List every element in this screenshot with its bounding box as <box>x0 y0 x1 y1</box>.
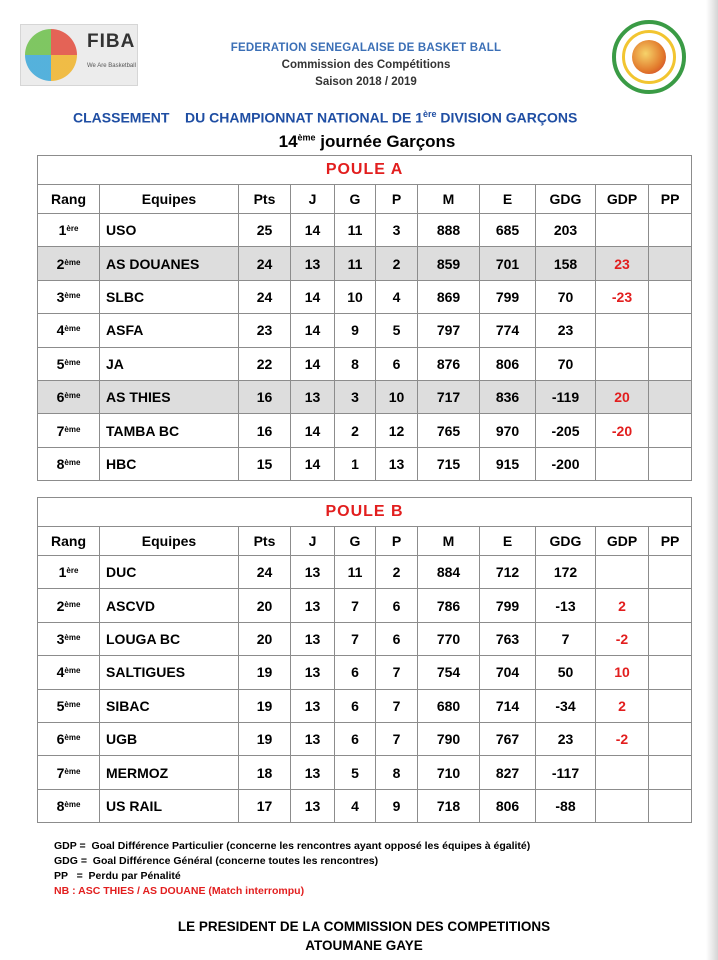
gdp-cell: 23 <box>596 247 649 280</box>
poule-title: POULE A <box>38 156 692 185</box>
rank-number: 7 <box>56 422 65 439</box>
m-cell: 876 <box>418 347 480 380</box>
j-cell: 13 <box>291 380 335 413</box>
team-name: UGB <box>100 722 239 755</box>
column-header: G <box>335 527 376 556</box>
pp-cell <box>649 589 692 622</box>
rank-cell <box>38 447 100 480</box>
table-header-row <box>38 527 692 556</box>
table-row <box>38 314 692 347</box>
gdg-cell: -13 <box>536 589 596 622</box>
column-header: E <box>480 185 536 214</box>
table-header-row <box>38 185 692 214</box>
g-cell: 11 <box>335 556 376 589</box>
table-row <box>38 380 692 413</box>
fiba-tagline: We Are Basketball <box>87 63 136 69</box>
team-name: DUC <box>100 556 239 589</box>
m-cell: 888 <box>418 214 480 247</box>
rank-cell <box>38 380 100 413</box>
gdg-cell: -119 <box>536 380 596 413</box>
rank-number: 3 <box>56 630 65 647</box>
g-cell: 7 <box>335 589 376 622</box>
e-cell: 701 <box>480 247 536 280</box>
e-cell: 685 <box>480 214 536 247</box>
rank-number: 3 <box>56 288 65 305</box>
pts-cell: 19 <box>239 722 291 755</box>
rank-cell <box>38 280 100 313</box>
column-header: GDG <box>536 527 596 556</box>
column-header: GDP <box>596 185 649 214</box>
g-cell: 7 <box>335 622 376 655</box>
p-cell: 3 <box>376 214 418 247</box>
p-cell: 6 <box>376 347 418 380</box>
m-cell: 717 <box>418 380 480 413</box>
table-row <box>38 589 692 622</box>
pts-cell: 16 <box>239 414 291 447</box>
e-cell: 806 <box>480 347 536 380</box>
gdg-cell: 23 <box>536 314 596 347</box>
m-cell: 884 <box>418 556 480 589</box>
table-row <box>38 722 692 755</box>
gdg-cell: 70 <box>536 347 596 380</box>
matchday-suffix: journée Garçons <box>315 132 456 151</box>
gdg-cell: 70 <box>536 280 596 313</box>
pp-cell <box>649 280 692 313</box>
rank-number: 6 <box>56 731 65 748</box>
rank-ordinal: ème <box>64 599 81 609</box>
president-line: LE PRESIDENT DE LA COMMISSION DES COMPETITIONS <box>177 919 551 934</box>
column-header: Rang <box>38 527 100 556</box>
rank-ordinal: ème <box>64 632 81 642</box>
p-cell: 7 <box>376 656 418 689</box>
column-header: Rang <box>38 185 100 214</box>
gdp-cell <box>596 556 649 589</box>
m-cell: 786 <box>418 589 480 622</box>
e-cell: 712 <box>480 556 536 589</box>
column-header: Equipes <box>100 185 239 214</box>
m-cell: 765 <box>418 414 480 447</box>
note-gdg: GDG = Goal Différence Général (concerne toutes les rencontres) <box>54 855 379 867</box>
table-row <box>38 247 692 280</box>
column-header: J <box>291 185 335 214</box>
column-header: PP <box>649 527 692 556</box>
p-cell: 8 <box>376 756 418 789</box>
column-header: PP <box>649 185 692 214</box>
e-cell: 915 <box>480 447 536 480</box>
column-header: G <box>335 185 376 214</box>
rank-cell <box>38 314 100 347</box>
gdp-cell: -2 <box>596 722 649 755</box>
g-cell: 11 <box>335 247 376 280</box>
team-name: SALTIGUES <box>100 656 239 689</box>
m-cell: 869 <box>418 280 480 313</box>
p-cell: 7 <box>376 689 418 722</box>
gdp-cell: -23 <box>596 280 649 313</box>
table-row <box>38 656 692 689</box>
team-name: HBC <box>100 447 239 480</box>
g-cell: 11 <box>335 214 376 247</box>
matchday-number: 14 <box>278 132 298 151</box>
pp-cell <box>649 347 692 380</box>
pp-cell <box>649 722 692 755</box>
gdg-cell: -200 <box>536 447 596 480</box>
gdg-cell: -88 <box>536 789 596 822</box>
rank-number: 1 <box>58 222 67 239</box>
team-name: AS DOUANES <box>100 247 239 280</box>
pp-cell <box>649 380 692 413</box>
m-cell: 715 <box>418 447 480 480</box>
rank-number: 5 <box>56 697 65 714</box>
pts-cell: 18 <box>239 756 291 789</box>
pp-cell <box>649 656 692 689</box>
pts-cell: 23 <box>239 314 291 347</box>
rank-number: 4 <box>56 322 65 339</box>
rank-cell <box>38 247 100 280</box>
m-cell: 770 <box>418 622 480 655</box>
column-header: P <box>376 185 418 214</box>
championship-title-suffix: DIVISION GARÇONS <box>436 109 578 126</box>
gdp-cell <box>596 789 649 822</box>
rank-ordinal: ème <box>64 733 81 743</box>
m-cell: 790 <box>418 722 480 755</box>
pts-cell: 24 <box>239 247 291 280</box>
pts-cell: 17 <box>239 789 291 822</box>
gdp-cell: -2 <box>596 622 649 655</box>
pp-cell <box>649 414 692 447</box>
basketball-icon <box>25 29 77 81</box>
rank-ordinal: ème <box>64 391 81 401</box>
standings-table-poule-b <box>37 497 692 823</box>
team-name: MERMOZ <box>100 756 239 789</box>
table-row <box>38 280 692 313</box>
gdp-cell <box>596 756 649 789</box>
poule-title-row <box>38 156 692 185</box>
pts-cell: 19 <box>239 656 291 689</box>
pts-cell: 16 <box>239 380 291 413</box>
pts-cell: 22 <box>239 347 291 380</box>
gdg-cell: 50 <box>536 656 596 689</box>
rank-ordinal: ème <box>64 457 81 467</box>
standings-table-poule-a <box>37 155 692 481</box>
team-name: TAMBA BC <box>100 414 239 447</box>
p-cell: 2 <box>376 247 418 280</box>
j-cell: 13 <box>291 789 335 822</box>
pts-cell: 24 <box>239 280 291 313</box>
e-cell: 774 <box>480 314 536 347</box>
rank-ordinal: ème <box>64 799 81 809</box>
e-cell: 827 <box>480 756 536 789</box>
p-cell: 10 <box>376 380 418 413</box>
j-cell: 13 <box>291 756 335 789</box>
m-cell: 859 <box>418 247 480 280</box>
column-header: Pts <box>239 527 291 556</box>
table-row <box>38 347 692 380</box>
team-name: JA <box>100 347 239 380</box>
g-cell: 6 <box>335 689 376 722</box>
p-cell: 2 <box>376 556 418 589</box>
e-cell: 704 <box>480 656 536 689</box>
m-cell: 754 <box>418 656 480 689</box>
rank-ordinal: ème <box>64 666 81 676</box>
g-cell: 10 <box>335 280 376 313</box>
rank-cell <box>38 656 100 689</box>
pp-cell <box>649 556 692 589</box>
rank-ordinal: ème <box>64 766 81 776</box>
p-cell: 6 <box>376 622 418 655</box>
rank-ordinal: ème <box>64 324 81 334</box>
p-cell: 9 <box>376 789 418 822</box>
pp-cell <box>649 789 692 822</box>
note-gdp: GDP = Goal Différence Particulier (concerne les rencontres ayant opposé les équipes à égalité) <box>54 840 531 852</box>
pp-cell <box>649 689 692 722</box>
g-cell: 6 <box>335 656 376 689</box>
j-cell: 13 <box>291 689 335 722</box>
legend-notes <box>54 839 530 899</box>
e-cell: 763 <box>480 622 536 655</box>
p-cell: 12 <box>376 414 418 447</box>
g-cell: 9 <box>335 314 376 347</box>
rank-number: 2 <box>56 597 65 614</box>
table-row <box>38 447 692 480</box>
pts-cell: 25 <box>239 214 291 247</box>
rank-cell <box>38 347 100 380</box>
signature-block <box>5 917 718 955</box>
championship-title-prefix: CLASSEMENT DU CHAMPIONNAT NATIONAL DE 1 <box>73 109 424 126</box>
column-header: M <box>418 527 480 556</box>
g-cell: 2 <box>335 414 376 447</box>
e-cell: 970 <box>480 414 536 447</box>
pp-cell <box>649 622 692 655</box>
m-cell: 718 <box>418 789 480 822</box>
j-cell: 14 <box>291 347 335 380</box>
p-cell: 13 <box>376 447 418 480</box>
rank-number: 6 <box>56 389 65 406</box>
column-header: M <box>418 185 480 214</box>
m-cell: 797 <box>418 314 480 347</box>
column-header: E <box>480 527 536 556</box>
gdp-cell: 20 <box>596 380 649 413</box>
pts-cell: 19 <box>239 689 291 722</box>
gdp-cell <box>596 314 649 347</box>
team-name: ASFA <box>100 314 239 347</box>
j-cell: 13 <box>291 247 335 280</box>
championship-title <box>73 109 577 126</box>
gdg-cell: -117 <box>536 756 596 789</box>
rank-ordinal: ème <box>64 290 81 300</box>
e-cell: 836 <box>480 380 536 413</box>
g-cell: 1 <box>335 447 376 480</box>
j-cell: 14 <box>291 214 335 247</box>
p-cell: 7 <box>376 722 418 755</box>
pp-cell <box>649 756 692 789</box>
g-cell: 3 <box>335 380 376 413</box>
rank-cell <box>38 556 100 589</box>
g-cell: 4 <box>335 789 376 822</box>
team-name: US RAIL <box>100 789 239 822</box>
poule-title: POULE B <box>38 498 692 527</box>
note-nb: NB : ASC THIES / AS DOUANE (Match interrompu) <box>54 885 305 897</box>
gdp-cell <box>596 214 649 247</box>
fiba-wordmark: FIBA <box>87 31 136 52</box>
rank-cell <box>38 214 100 247</box>
pts-cell: 15 <box>239 447 291 480</box>
rank-number: 4 <box>56 664 65 681</box>
column-header: J <box>291 527 335 556</box>
e-cell: 767 <box>480 722 536 755</box>
rank-ordinal: ème <box>64 357 81 367</box>
p-cell: 5 <box>376 314 418 347</box>
rank-cell <box>38 622 100 655</box>
rank-number: 8 <box>56 455 65 472</box>
column-header: GDG <box>536 185 596 214</box>
gdp-cell: 2 <box>596 589 649 622</box>
e-cell: 714 <box>480 689 536 722</box>
pp-cell <box>649 247 692 280</box>
e-cell: 799 <box>480 280 536 313</box>
table-row <box>38 414 692 447</box>
j-cell: 14 <box>291 447 335 480</box>
team-name: ASCVD <box>100 589 239 622</box>
e-cell: 799 <box>480 589 536 622</box>
column-header: P <box>376 527 418 556</box>
rank-ordinal: ère <box>66 224 79 234</box>
rank-number: 7 <box>56 764 65 781</box>
j-cell: 13 <box>291 589 335 622</box>
pp-cell <box>649 214 692 247</box>
gdp-cell <box>596 447 649 480</box>
rank-cell <box>38 756 100 789</box>
rank-cell <box>38 589 100 622</box>
rank-ordinal: ère <box>66 566 79 576</box>
e-cell: 806 <box>480 789 536 822</box>
rank-cell <box>38 414 100 447</box>
table-row <box>38 556 692 589</box>
rank-number: 1 <box>58 564 67 581</box>
column-header: GDP <box>596 527 649 556</box>
j-cell: 13 <box>291 656 335 689</box>
commission-title: Commission des Compétitions <box>281 59 451 71</box>
pts-cell: 24 <box>239 556 291 589</box>
president-name: ATOUMANE GAYE <box>305 938 423 953</box>
gdp-cell: -20 <box>596 414 649 447</box>
column-header: Pts <box>239 185 291 214</box>
season-label: Saison 2018 / 2019 <box>315 76 417 88</box>
j-cell: 13 <box>291 622 335 655</box>
table-row <box>38 756 692 789</box>
gdp-cell: 10 <box>596 656 649 689</box>
gdp-cell: 2 <box>596 689 649 722</box>
matchday-title <box>8 132 718 152</box>
j-cell: 14 <box>291 314 335 347</box>
pp-cell <box>649 314 692 347</box>
rank-number: 2 <box>56 255 65 272</box>
note-pp: PP = Perdu par Pénalité <box>54 870 181 882</box>
poule-title-row <box>38 498 692 527</box>
rank-ordinal: ème <box>64 424 81 434</box>
g-cell: 6 <box>335 722 376 755</box>
j-cell: 14 <box>291 414 335 447</box>
rank-cell <box>38 789 100 822</box>
team-name: USO <box>100 214 239 247</box>
rank-cell <box>38 689 100 722</box>
j-cell: 14 <box>291 280 335 313</box>
gdg-cell: 158 <box>536 247 596 280</box>
matchday-sup: ème <box>297 132 316 143</box>
table-row <box>38 689 692 722</box>
table-row <box>38 622 692 655</box>
gdg-cell: 7 <box>536 622 596 655</box>
federation-title: FEDERATION SENEGALAISE DE BASKET BALL <box>230 42 502 54</box>
team-name: LOUGA BC <box>100 622 239 655</box>
rank-ordinal: ème <box>64 257 81 267</box>
rank-number: 8 <box>56 797 65 814</box>
rank-cell <box>38 722 100 755</box>
p-cell: 6 <box>376 589 418 622</box>
m-cell: 680 <box>418 689 480 722</box>
j-cell: 13 <box>291 556 335 589</box>
pts-cell: 20 <box>239 622 291 655</box>
m-cell: 710 <box>418 756 480 789</box>
table-row <box>38 214 692 247</box>
rank-number: 5 <box>56 355 65 372</box>
gdg-cell: -205 <box>536 414 596 447</box>
rank-ordinal: ème <box>64 699 81 709</box>
p-cell: 4 <box>376 280 418 313</box>
table-row <box>38 789 692 822</box>
championship-title-sup: ère <box>423 109 437 119</box>
team-name: SLBC <box>100 280 239 313</box>
gdg-cell: 23 <box>536 722 596 755</box>
team-name: SIBAC <box>100 689 239 722</box>
pp-cell <box>649 447 692 480</box>
gdg-cell: 172 <box>536 556 596 589</box>
gdp-cell <box>596 347 649 380</box>
column-header: Equipes <box>100 527 239 556</box>
team-name: AS THIES <box>100 380 239 413</box>
pts-cell: 20 <box>239 589 291 622</box>
g-cell: 8 <box>335 347 376 380</box>
g-cell: 5 <box>335 756 376 789</box>
gdg-cell: 203 <box>536 214 596 247</box>
j-cell: 13 <box>291 722 335 755</box>
gdg-cell: -34 <box>536 689 596 722</box>
